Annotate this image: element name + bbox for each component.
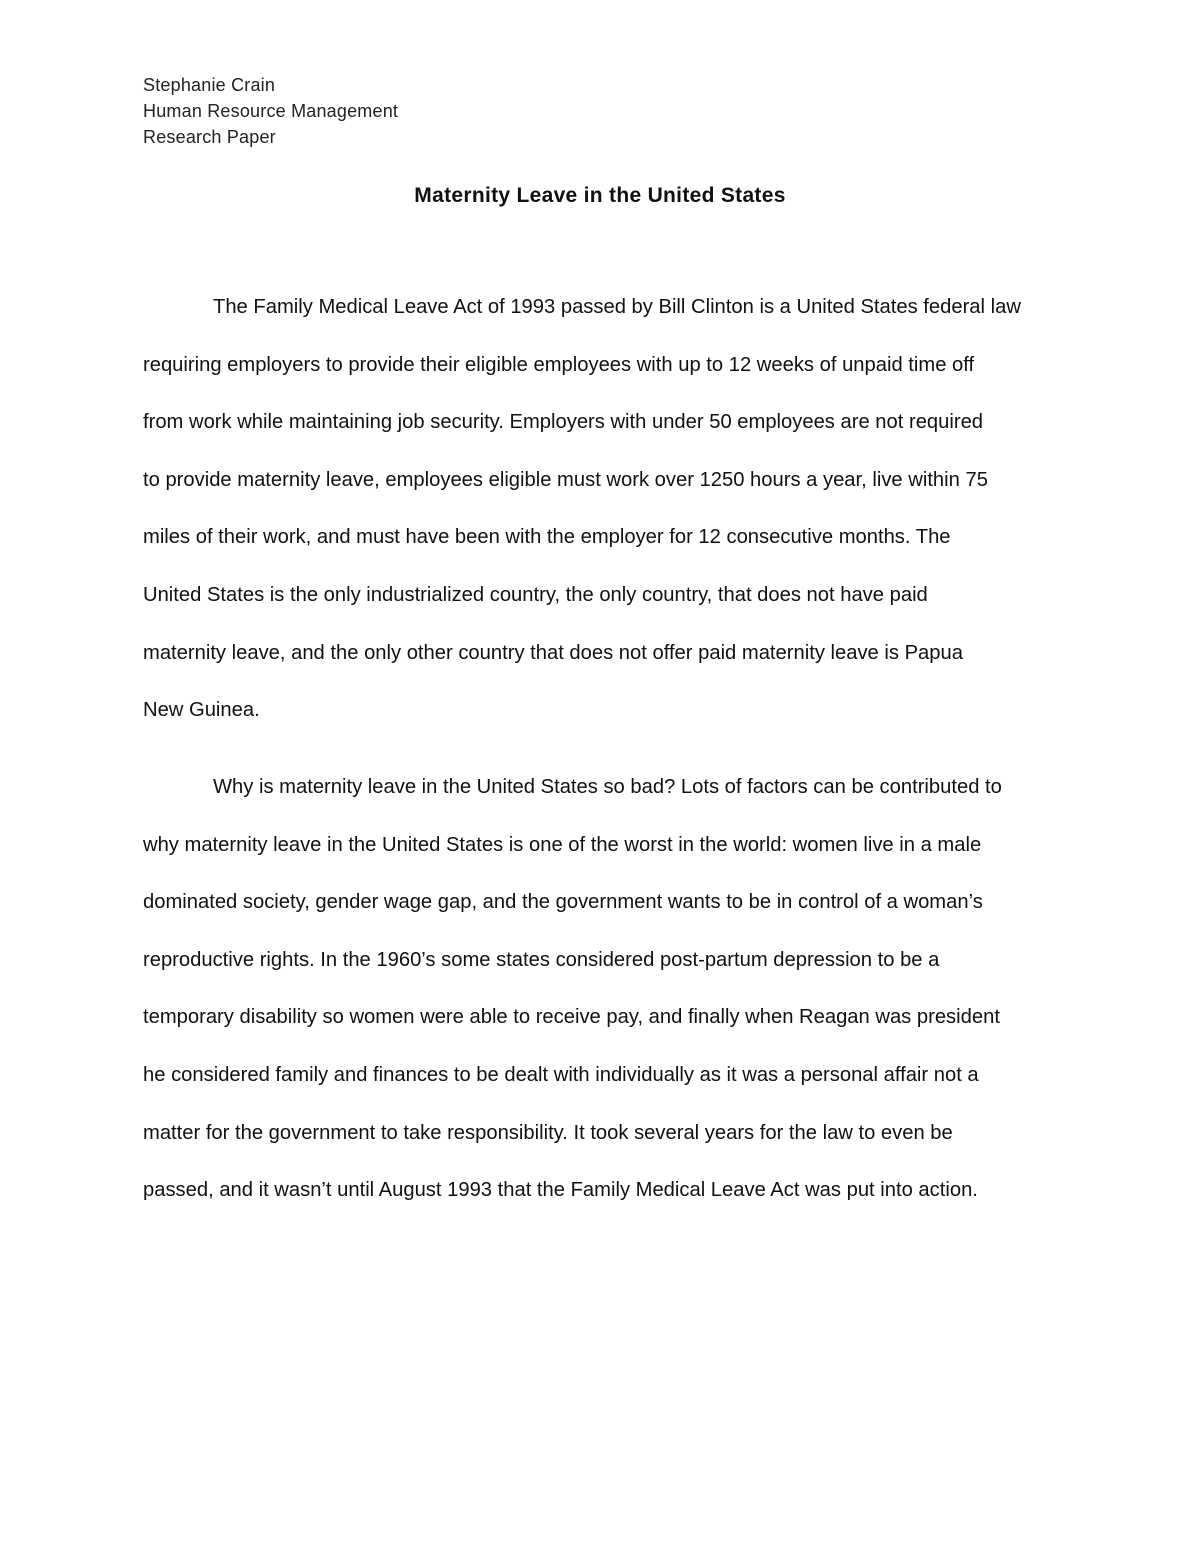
paragraph-line: requiring employers to provide their eligible employees with up to 12 weeks of unpaid time off	[143, 353, 975, 376]
document-title: Maternity Leave in the United States	[414, 184, 786, 207]
paragraph-line: reproductive rights. In the 1960’s some states considered post-partum depression to be a	[143, 948, 940, 971]
assignment-type: Research Paper	[143, 127, 276, 147]
paragraph-line: United States is the only industrialized country, the only country, that does not have paid	[143, 583, 928, 606]
paragraph-line: Why is maternity leave in the United States so bad? Lots of factors can be contributed to	[213, 776, 1002, 798]
paragraph-line: miles of their work, and must have been with the employer for 12 consecutive months. The	[143, 526, 951, 549]
document-header	[143, 72, 743, 150]
paragraph-line: matter for the government to take responsibility. It took several years for the law to even be	[143, 1121, 953, 1144]
author-name: Stephanie Crain	[143, 75, 276, 95]
paragraph-line: why maternity leave in the United States is one of the worst in the world: women live in a male	[143, 833, 982, 856]
paragraph-line: The Family Medical Leave Act of 1993 passed by Bill Clinton is a United States federal law	[213, 296, 1021, 318]
paragraph-line: he considered family and finances to be dealt with individually as it was a personal affair not a	[143, 1063, 979, 1086]
paragraph	[143, 279, 1059, 740]
paragraph-line: to provide maternity leave, employees eligible must work over 1250 hours a year, live within 75	[143, 468, 988, 491]
paragraph-line: from work while maintaining job security. Employers with under 50 employees are not required	[143, 411, 984, 434]
paragraph-line: temporary disability so women were able to receive pay, and finally when Reagan was president	[143, 1006, 1000, 1029]
paragraph-line: maternity leave, and the only other country that does not offer paid maternity leave is Papua	[143, 641, 963, 664]
paragraph	[143, 759, 1059, 1220]
paragraph-line: dominated society, gender wage gap, and the government wants to be in control of a woman’s	[143, 891, 983, 914]
paragraph-line: New Guinea.	[143, 699, 260, 722]
course-name: Human Resource Management	[143, 101, 399, 121]
paragraph-line: passed, and it wasn’t until August 1993 that the Family Medical Leave Act was put into action.	[143, 1179, 978, 1202]
